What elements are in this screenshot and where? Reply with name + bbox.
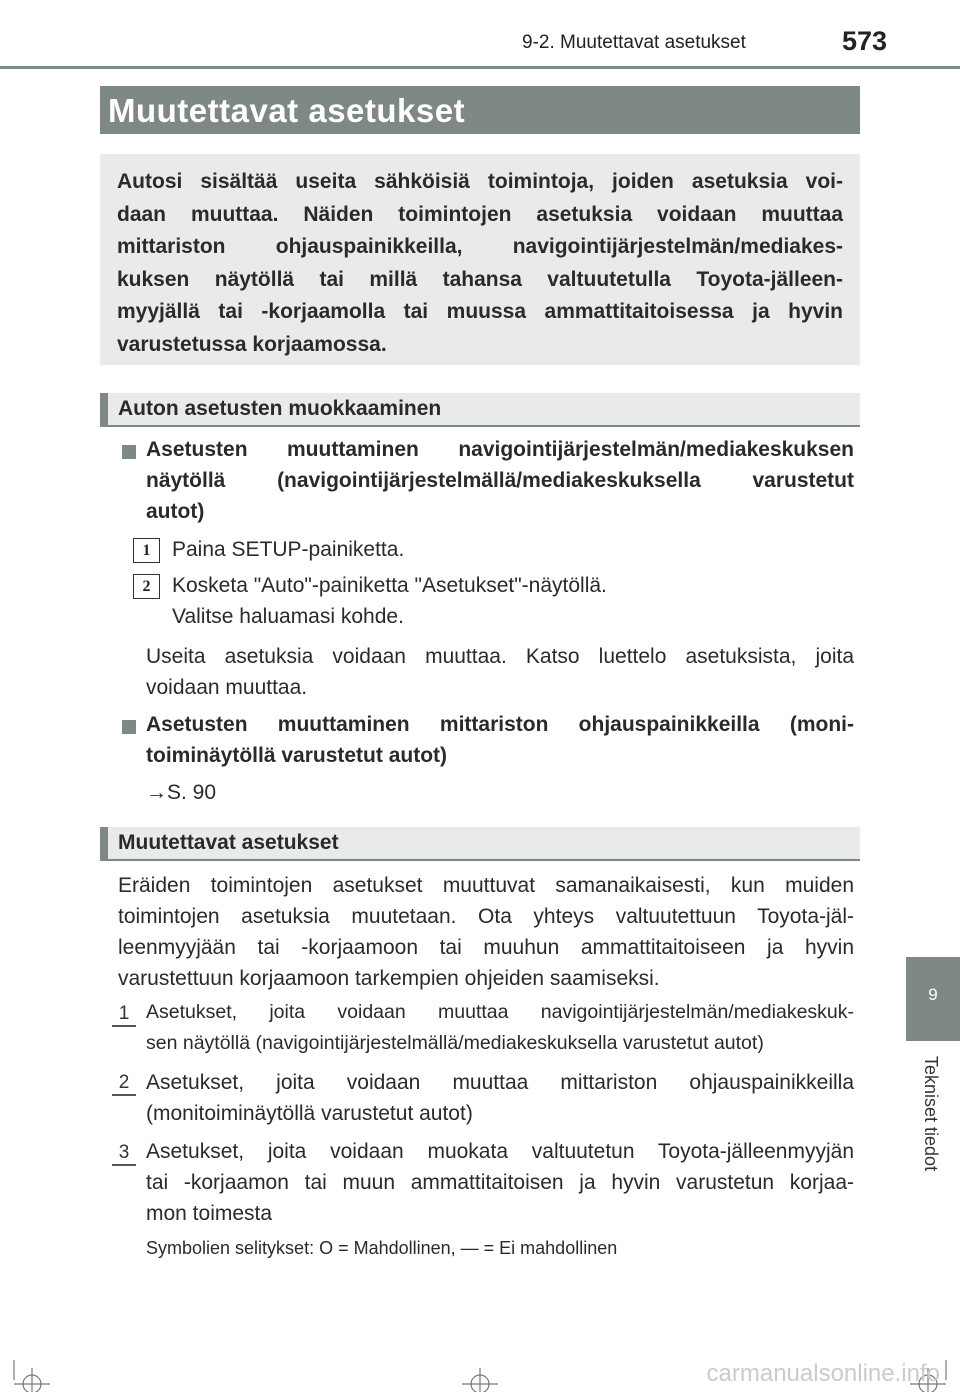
running-header-section: 9-2. Muutettavat asetukset (522, 32, 746, 53)
intro-line: mittariston ohjauspainikkeilla, navigointijärjestelmän/mediakes- (117, 235, 843, 258)
item-line: tai -korjaamon tai muun ammattitaitoisen ja hyvin varustetun korjaa- (146, 1171, 854, 1194)
item-number-1: 1 (116, 1004, 132, 1024)
subheading-line: Asetusten muuttaminen navigointijärjestelmän/mediakeskuksen (146, 438, 854, 461)
page-title: Muutettavat asetukset (108, 92, 466, 129)
step-2-continuation: Valitse haluamasi kohde. (172, 605, 404, 628)
subheading-bullet-icon (122, 720, 136, 734)
subheading-line: autot) (146, 500, 205, 523)
section2-paragraph (118, 870, 854, 994)
subheading-meter (146, 709, 854, 771)
header-rule (0, 66, 960, 69)
item-line: Asetukset, joita voidaan muuttaa mittariston ohjauspainikkeilla (146, 1071, 854, 1094)
watermark: carmanualsonline.info (706, 1360, 940, 1387)
item-3-text (146, 1136, 854, 1229)
item-line: (monitoiminäytöllä varustetut autot) (146, 1102, 473, 1125)
note-line: voidaan muuttaa. (146, 676, 308, 699)
section-heading-text: Auton asetusten muokkaaminen (118, 397, 442, 420)
paragraph-line: leenmyyjään tai -korjaamoon tai muuhun ammattitaitoiseen ja hyvin (118, 936, 854, 959)
subheading-bullet-icon (122, 445, 136, 459)
item-1-text (146, 997, 854, 1059)
step-number-2: 2 (133, 574, 160, 599)
item-line: Asetukset, joita voidaan muuttaa navigointijärjestelmän/mediakeskuk- (146, 1001, 854, 1023)
step-number-1: 1 (133, 538, 160, 563)
subheading-line: näytöllä (navigointijärjestelmällä/mediakeskuksella varustetut (146, 469, 854, 492)
subheading-navigation (146, 434, 854, 527)
chapter-number: 9 (928, 985, 938, 1004)
intro-line: daan muuttaa. Näiden toimintojen asetuksia voidaan muuttaa (117, 202, 843, 226)
page-reference-link[interactable]: →S. 90 (146, 781, 217, 804)
intro-line: kuksen näytöllä tai millä tahansa valtuutetulla Toyota-jälleen- (117, 267, 843, 291)
item-number-2: 2 (116, 1073, 132, 1093)
step-2-text: Kosketa "Auto"-painiketta "Asetukset"-näytöllä. (172, 574, 607, 597)
chapter-tab[interactable] (906, 957, 960, 1041)
section-heading-auton-asetusten (100, 393, 860, 427)
intro-line: varustetussa korjaamossa. (117, 332, 387, 356)
page-number: 573 (842, 26, 888, 56)
chapter-label: Tekniset tiedot (921, 1056, 941, 1172)
intro-line: myyjällä tai -korjaamolla tai muussa ammattitaitoisessa ja hyvin (117, 300, 843, 323)
intro-text (117, 166, 843, 361)
symbol-legend: Symbolien selitykset: O = Mahdollinen, — = Ei mahdollinen (146, 1238, 618, 1258)
paragraph-line: toimintojen asetuksia muutetaan. Ota yhteys valtuutettuun Toyota-jäl- (118, 905, 854, 928)
paragraph-line: Eräiden toimintojen asetukset muuttuvat samanaikaisesti, kun muiden (118, 874, 854, 897)
item-2-text (146, 1067, 854, 1129)
paragraph-line: varustettuun korjaamoon tarkempien ohjeiden saamiseksi. (118, 967, 660, 990)
item-line: Asetukset, joita voidaan muokata valtuutetun Toyota-jälleenmyyjän (146, 1140, 854, 1163)
section-heading-text: Muutettavat asetukset (118, 831, 339, 854)
note-line: Useita asetuksia voidaan muuttaa. Katso luettelo asetuksista, joita (146, 645, 854, 668)
note-paragraph (146, 641, 854, 703)
chapter-label-wrap (908, 1056, 958, 1196)
item-number-3: 3 (116, 1143, 132, 1163)
section-heading-muutettavat (100, 827, 860, 861)
item-line: mon toimesta (146, 1202, 273, 1225)
intro-line: Autosi sisältää useita sähköisiä toimintoja, joiden asetuksia voi- (117, 170, 843, 193)
subheading-line: Asetusten muuttaminen mittariston ohjauspainikkeilla (moni- (146, 713, 854, 736)
item-line: sen näytöllä (navigointijärjestelmällä/mediakeskuksella varustetut autot) (146, 1032, 764, 1054)
intro-box (100, 154, 860, 365)
page-title-bar (100, 86, 860, 134)
subheading-line: toiminäytöllä varustetut autot) (146, 744, 448, 767)
step-1-text: Paina SETUP-painiketta. (172, 538, 405, 561)
